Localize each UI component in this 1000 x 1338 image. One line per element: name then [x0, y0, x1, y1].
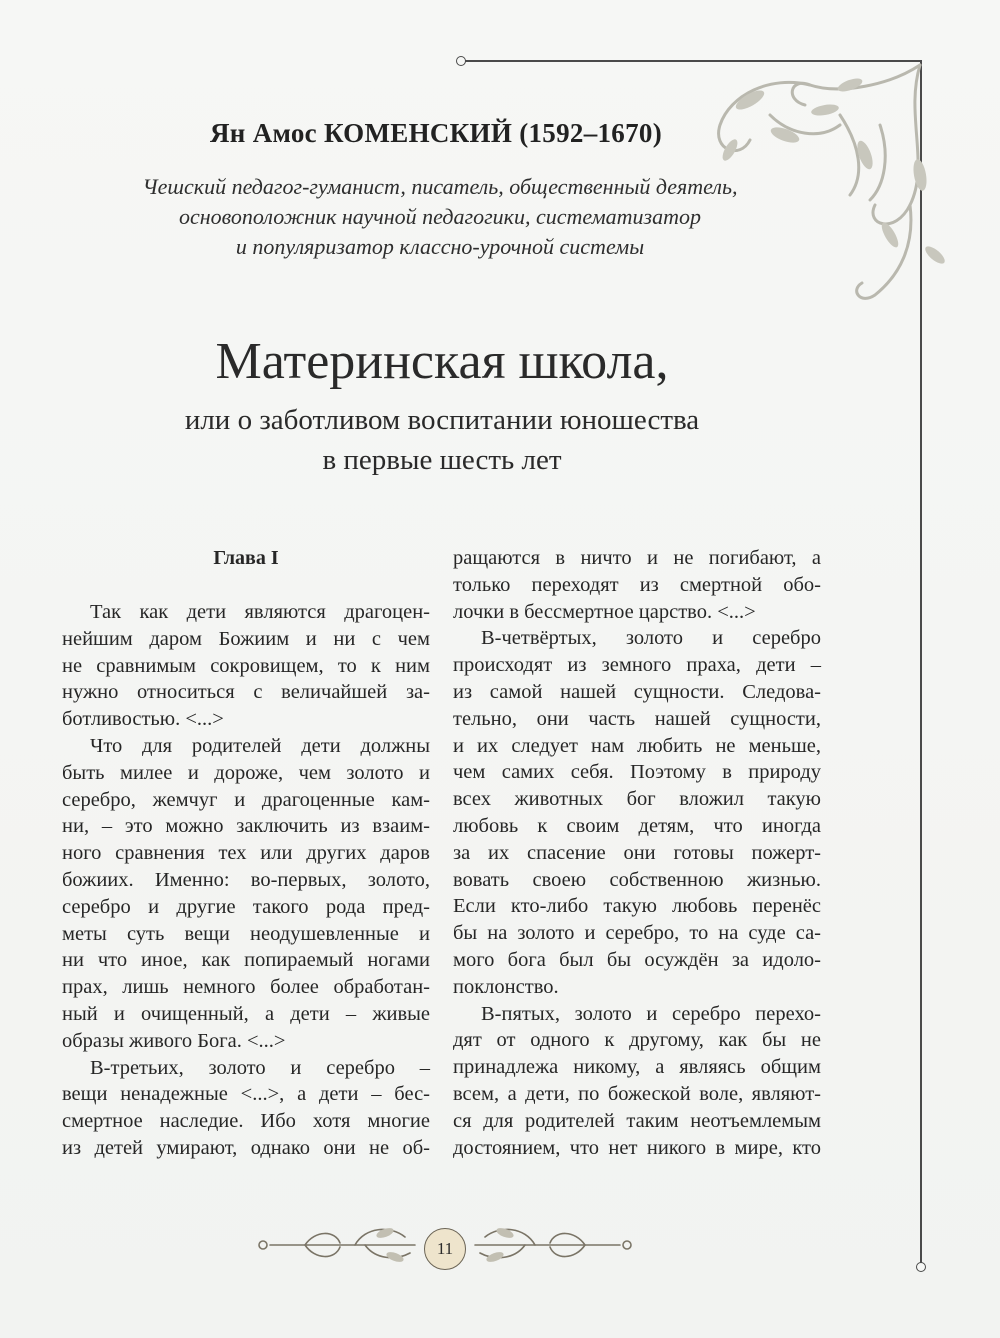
- text-line: принадлежа никому, а являясь общим: [453, 1056, 821, 1079]
- text-line: образы живого Бога. <...>: [62, 1029, 286, 1052]
- text-line: ного сравнения тех или других даров: [62, 842, 430, 865]
- text-line: вовать своею собственною жизнью.: [453, 868, 821, 891]
- text-line: ращаются в ничто и не погибают, а: [453, 547, 821, 569]
- text-line: происходят из земного праха, дети –: [453, 654, 821, 677]
- page-subtitle-line: или о заботливом воспитании юношества: [184, 404, 700, 436]
- text-line: всех животных бог вложил такую: [453, 788, 821, 811]
- text-line: смертное наследие. Ибо хотя многие: [62, 1110, 430, 1133]
- text-column-right: [453, 545, 821, 1161]
- text-line: достоянием, что нет никого в мире, кто: [453, 1136, 821, 1159]
- text-line: и их следует нам любить не меньше,: [453, 734, 821, 757]
- frame-top-dot: [456, 56, 466, 66]
- author-description-line: основоположник научной педагогики, систематизатор: [178, 204, 701, 229]
- text-line: Что для родителей дети должны: [90, 734, 430, 757]
- text-line: не сравнимым сокровищем, то к ним: [62, 654, 430, 677]
- text-line: поклонство.: [453, 975, 559, 998]
- text-line: ся для родителей таким неотъемлемым: [453, 1109, 821, 1132]
- text-line: нейшим даром Божиим и ни с чем: [62, 627, 430, 650]
- text-line: бы на золото и серебро, то на суде са-: [453, 922, 821, 945]
- author-description-line: и популяризатор классно-урочной системы: [235, 234, 645, 259]
- text-line: ни что иное, как попираемый ногами: [62, 949, 430, 972]
- text-line: Если кто-либо такую любовь перенёс: [453, 895, 821, 918]
- text-line: всем, а дети, по божеской воле, являют-: [453, 1082, 821, 1105]
- text-line: нужно относиться с величайшей за-: [62, 681, 430, 704]
- text-line: серебро и другие такого рода пред-: [62, 895, 430, 918]
- text-line: дят от одного к другому, как бы не: [453, 1029, 821, 1052]
- text-line: из детей умирают, однако они не об-: [62, 1136, 430, 1159]
- text-line: меты суть вещи неодушевленные и: [62, 922, 430, 945]
- text-line: прах, лишь немного более обработан-: [62, 976, 430, 999]
- page-title: Материнская школа,: [215, 333, 669, 390]
- text-line: быть милее и дороже, чем золото и: [62, 761, 430, 784]
- text-line: мого бога был бы осуждён за идоло-: [453, 948, 821, 971]
- author-heading: Ян Амос КОМЕНСКИЙ (1592–1670): [210, 118, 662, 148]
- text-line: тельно, они часть нашей сущности,: [453, 707, 821, 730]
- text-line: ный и очищенный, а дети – живые: [62, 1002, 430, 1025]
- text-column-left: [62, 545, 430, 1162]
- author-description: [0, 172, 880, 262]
- text-line: ботливостью. <...>: [62, 708, 224, 731]
- text-line: серебро, жемчуг и драгоценные кам-: [62, 788, 430, 811]
- text-line: за их спасение они готовы пожерт-: [453, 841, 821, 864]
- text-line: любовь к своим детям, что иногда: [453, 814, 821, 837]
- text-line: В-четвёртых, золото и серебро: [481, 627, 821, 650]
- frame-bottom-dot: [916, 1262, 926, 1272]
- author-description-line: Чешский педагог-гуманист, писатель, общественный деятель,: [142, 174, 738, 199]
- page-number: 11: [424, 1228, 466, 1270]
- chapter-heading: Глава I: [213, 547, 279, 569]
- text-line: Так как дети являются драгоцен-: [90, 601, 430, 623]
- text-line: В-пятых, золото и серебро перехо-: [481, 1002, 821, 1025]
- text-line: В-третьих, золото и серебро –: [90, 1056, 430, 1079]
- text-line: вещи ненадежные <...>, а дети – бес-: [62, 1083, 430, 1106]
- text-line: божиих. Именно: во-первых, золото,: [62, 868, 430, 891]
- text-line: ни, – это можно заключить из взаим-: [62, 815, 430, 838]
- page-subtitle-line: в первые шесть лет: [322, 444, 562, 476]
- text-line: чем самих себя. Поэтому в природу: [453, 761, 821, 784]
- text-line: только переходят из смертной обо-: [453, 573, 821, 596]
- page-subtitle: [0, 400, 884, 480]
- text-line: из самой нашей сущности. Следова-: [453, 680, 821, 703]
- text-line: лочки в бессмертное царство. <...>: [453, 600, 756, 623]
